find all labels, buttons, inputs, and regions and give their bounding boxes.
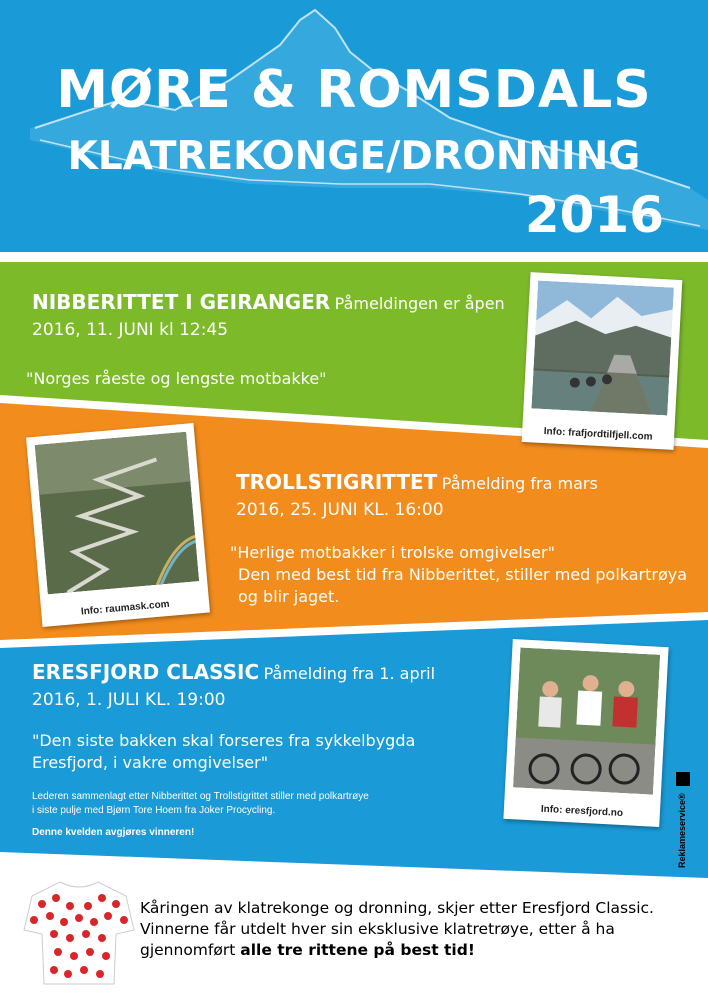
race-quote-block bbox=[230, 542, 700, 608]
race-quote: "Herlige motbakker i trolske omgivelser" bbox=[230, 543, 555, 562]
photo-trollstigrittet bbox=[26, 423, 210, 627]
race-details-line2: i siste pulje med Bjørn Tore Hoem fra Joker Procycling. bbox=[32, 805, 276, 816]
photo-image bbox=[513, 647, 660, 794]
race-name: TROLLSTIGRITTET bbox=[236, 470, 438, 494]
race-trollstigrittet bbox=[236, 470, 696, 520]
photo-eresfjord bbox=[503, 639, 668, 827]
photo-image bbox=[35, 432, 199, 595]
race-date: 2016, 1. JULI KL. 19:00 bbox=[32, 690, 226, 710]
poster-title: MØRE & ROMSDALS bbox=[56, 60, 652, 120]
photo-caption: Info: eresfjord.no bbox=[540, 803, 624, 820]
race-note-line1: Den med best tid fra Nibberittet, stiller med polkartrøya bbox=[238, 565, 688, 584]
race-note-line2: og blir jaget. bbox=[238, 587, 340, 606]
race-details bbox=[32, 790, 472, 818]
footer-line2: Vinnerne får utdelt hver sin eksklusive klatretrøye, etter å ha bbox=[140, 920, 615, 938]
race-name: NIBBERITTET I GEIRANGER bbox=[32, 290, 331, 314]
reklameservice-logo-icon bbox=[676, 772, 690, 786]
race-quote: "Norges råeste og lengste motbakke" bbox=[26, 369, 327, 388]
race-winner-note: Denne kvelden avgjøres vinneren! bbox=[32, 827, 195, 838]
race-date: 2016, 25. JUNI KL. 16:00 bbox=[236, 500, 444, 520]
race-registration: Påmelding fra mars bbox=[441, 474, 598, 493]
footer-line1: Kåringen av klatrekonge og dronning, skjer etter Eresfjord Classic. bbox=[140, 899, 654, 917]
photo-caption: Info: frafjordtilfjell.com bbox=[543, 426, 653, 443]
race-date: 2016, 11. JUNI kl 12:45 bbox=[32, 320, 229, 340]
race-quote-line1: "Den siste bakken skal forseres fra sykkelbygda bbox=[32, 731, 416, 750]
race-registration: Påmeldingen er åpen bbox=[334, 294, 505, 313]
race-quote-block bbox=[32, 730, 482, 774]
footer-text bbox=[140, 898, 700, 961]
photo-caption: Info: raumask.com bbox=[80, 598, 171, 618]
photo-nibberittet bbox=[522, 272, 683, 450]
poster-year: 2016 bbox=[524, 186, 664, 244]
race-quote-line2: Eresfjord, i vakre omgivelser" bbox=[32, 753, 269, 772]
race-eresfjord bbox=[32, 660, 502, 710]
poster-subtitle: KLATREKONGE/DRONNING bbox=[67, 134, 641, 179]
race-details-line1: Lederen sammenlagt etter Nibberittet og Trollstigrittet stiller med polkartrøye bbox=[32, 791, 369, 802]
footer-line3-bold: alle tre rittene på best tid! bbox=[240, 941, 475, 959]
credit-text: Reklameservice® bbox=[677, 793, 687, 868]
footer-line3-start: gjennomført bbox=[140, 941, 241, 959]
race-registration: Påmelding fra 1. april bbox=[263, 664, 436, 683]
photo-image bbox=[531, 281, 674, 416]
polka-dot-jersey-icon bbox=[22, 876, 136, 988]
race-name: ERESFJORD CLASSIC bbox=[32, 660, 260, 684]
race-nibberittet bbox=[32, 290, 532, 340]
